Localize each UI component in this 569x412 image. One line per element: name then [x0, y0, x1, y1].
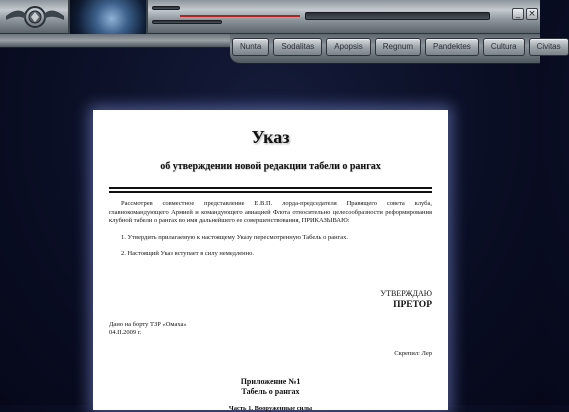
appendix-heading: [109, 377, 432, 397]
header-metal-lower: [0, 34, 230, 48]
close-button[interactable]: [526, 8, 538, 20]
part-heading: Часть 1. Вооруженные силы: [228, 404, 313, 412]
minimize-button[interactable]: [512, 8, 524, 20]
divider: [109, 191, 432, 193]
globe-screen: [68, 0, 148, 34]
doc-item-1: 1. Утвердить прилагаемую к настоящему Указу пересмотренную Табель о рангах.: [121, 233, 349, 241]
nav-cultura[interactable]: Cultura: [483, 38, 525, 56]
given-line-2: 04.II.2009 г.: [109, 329, 142, 336]
doc-intro: Рассмотрев совместное представление Е.В.П. лорда-председателя Правящего совета клуба, главнокомандующего Армией и командующего авиацией Флота относительно целесообразности реформирования клубной табели о рангах во имя дальнейшего ее совершенствования, ПРИКАЗЫВАЮ:: [109, 200, 432, 224]
doc-subtitle: об утверждении новой редакции табели о рангах: [160, 161, 381, 172]
given-line-1: Дано на борту ТЗР «Омаха»: [109, 320, 187, 328]
header-red-line: [180, 15, 300, 17]
nav-regnum[interactable]: Regnum: [375, 38, 421, 56]
nav-nunta[interactable]: Nunta: [232, 38, 269, 56]
nav-apopsis[interactable]: Apopsis: [326, 38, 370, 56]
header-bar: [0, 0, 561, 64]
header-slot: [152, 6, 180, 10]
divider: [109, 187, 432, 189]
eagle-emblem-icon: [4, 2, 66, 32]
nav-sodalitas[interactable]: Sodalitas: [273, 38, 322, 56]
decree-document: [93, 110, 448, 410]
doc-item-2: 2. Настоящий Указ вступает в силу немедленно.: [121, 250, 254, 257]
nav-pandektes[interactable]: Pandektes: [425, 38, 479, 56]
given-place: [109, 321, 432, 338]
approve-label: УТВЕРЖДАЮ: [380, 288, 432, 298]
appendix-number: Приложение №1: [240, 376, 301, 386]
header-slot: [305, 12, 490, 20]
minimize-icon: _: [515, 9, 521, 19]
close-icon: ×: [528, 9, 536, 19]
appendix-title: Табель о рангах: [241, 386, 300, 396]
main-nav: [232, 38, 569, 56]
approver-title: ПРЕТОР: [393, 299, 432, 310]
nav-civitas[interactable]: Civitas: [529, 38, 569, 56]
signature: Скрепил: Лер: [394, 349, 432, 357]
header-slot: [152, 20, 222, 24]
doc-title: Указ: [251, 127, 290, 147]
